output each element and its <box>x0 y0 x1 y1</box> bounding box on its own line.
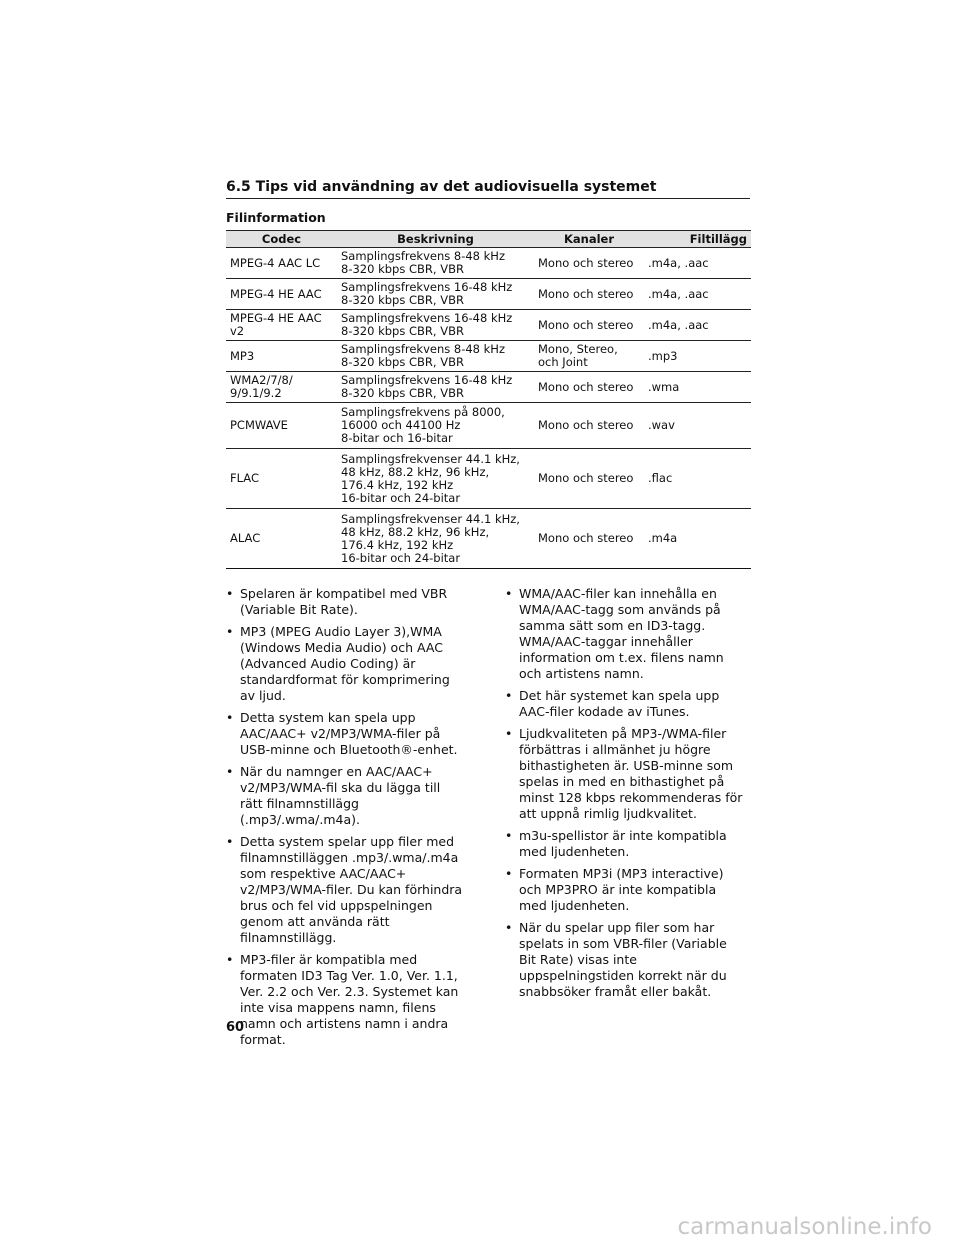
table-body <box>226 248 751 569</box>
list-item-text: Spelaren är kompatibel med VBR (Variable Bit Rate). <box>240 586 448 617</box>
list-item <box>226 952 466 1048</box>
column-header-beskrivning: Beskrivning <box>337 231 534 248</box>
cell-filtillagg: .m4a, .aac <box>644 279 751 310</box>
bullet-marker: • <box>505 866 513 881</box>
cell-kanaler: Mono och stereo <box>534 279 644 310</box>
cell-kanaler: Mono, Stereo, och Joint <box>534 341 644 372</box>
list-item-text: MP3-filer är kompatibla med formaten ID3 Tag Ver. 1.0, Ver. 1.1, Ver. 2.2 och Ver. 2.3. Systemet kan inte visa mappens namn, filens namn och artistens namn i andra format. <box>240 952 459 1047</box>
bullet-list-left <box>226 586 466 1048</box>
bullet-marker: • <box>226 586 234 601</box>
column-header-filtillagg: Filtillägg <box>644 231 751 248</box>
list-item <box>226 624 466 704</box>
table-row <box>226 449 751 509</box>
right-column <box>505 586 745 1006</box>
list-item-text: När du spelar upp filer som har spelats in som VBR-filer (Variable Bit Rate) visas inte uppspelningstiden korrekt när du snabbsöker framåt eller bakåt. <box>519 920 727 999</box>
list-item-text: Formaten MP3i (MP3 interactive) och MP3PRO är inte kompatibla med ljudenheten. <box>519 866 724 913</box>
cell-beskrivning: Samplingsfrekvenser 44.1 kHz, 48 kHz, 88.2 kHz, 96 kHz, 176.4 kHz, 192 kHz 16-bitar och 24-bitar <box>337 449 534 509</box>
list-item <box>505 920 745 1000</box>
cell-codec: PCMWAVE <box>226 403 337 449</box>
list-item <box>505 828 745 860</box>
cell-kanaler: Mono och stereo <box>534 310 644 341</box>
bullet-marker: • <box>226 952 234 967</box>
cell-beskrivning: Samplingsfrekvens 8-48 kHz 8-320 kbps CBR, VBR <box>337 341 534 372</box>
cell-filtillagg: .m4a <box>644 509 751 569</box>
bullet-marker: • <box>226 710 234 725</box>
cell-codec: FLAC <box>226 449 337 509</box>
bullet-marker: • <box>505 920 513 935</box>
list-item-text: Det här systemet kan spela upp AAC-filer kodade av iTunes. <box>519 688 720 719</box>
table-row <box>226 310 751 341</box>
page-number: 60 <box>226 1020 245 1035</box>
bullet-marker: • <box>226 834 234 849</box>
bullet-marker: • <box>505 688 513 703</box>
subheading-filinformation: Filinformation <box>226 210 326 225</box>
column-header-kanaler: Kanaler <box>534 231 644 248</box>
cell-codec: MPEG-4 HE AAC v2 <box>226 310 337 341</box>
list-item <box>226 586 466 618</box>
cell-codec: WMA2/7/8/ 9/9.1/9.2 <box>226 372 337 403</box>
cell-beskrivning: Samplingsfrekvens 16-48 kHz 8-320 kbps CBR, VBR <box>337 279 534 310</box>
cell-filtillagg: .wma <box>644 372 751 403</box>
list-item <box>505 726 745 822</box>
bullet-marker: • <box>226 764 234 779</box>
table-row <box>226 279 751 310</box>
table-row <box>226 341 751 372</box>
cell-kanaler: Mono och stereo <box>534 403 644 449</box>
cell-beskrivning: Samplingsfrekvens 16-48 kHz 8-320 kbps CBR, VBR <box>337 372 534 403</box>
list-item <box>226 764 466 828</box>
cell-beskrivning: Samplingsfrekvenser 44.1 kHz, 48 kHz, 88.2 kHz, 96 kHz, 176.4 kHz, 192 kHz 16-bitar och 24-bitar <box>337 509 534 569</box>
cell-beskrivning: Samplingsfrekvens på 8000, 16000 och 44100 Hz 8-bitar och 16-bitar <box>337 403 534 449</box>
list-item-text: Detta system spelar upp filer med filnamnstilläggen .mp3/.wma/.m4a som respektive AAC/AAC+ v2/MP3/WMA-filer. Du kan förhindra brus och fel vid uppspelningen genom att använda rätt filnamnstillägg. <box>240 834 463 945</box>
cell-codec: MPEG-4 AAC LC <box>226 248 337 279</box>
bullet-marker: • <box>505 726 513 741</box>
cell-codec: MPEG-4 HE AAC <box>226 279 337 310</box>
cell-filtillagg: .flac <box>644 449 751 509</box>
bullet-marker: • <box>226 624 234 639</box>
column-header-codec: Codec <box>226 231 337 248</box>
cell-kanaler: Mono och stereo <box>534 449 644 509</box>
bullet-list-right <box>505 586 745 1000</box>
cell-beskrivning: Samplingsfrekvens 16-48 kHz 8-320 kbps CBR, VBR <box>337 310 534 341</box>
file-info-table <box>226 230 751 569</box>
cell-beskrivning: Samplingsfrekvens 8-48 kHz 8-320 kbps CBR, VBR <box>337 248 534 279</box>
list-item-text: WMA/AAC-filer kan innehålla en WMA/AAC-tagg som används på samma sätt som en ID3-tagg. WMA/AAC-taggar innehåller information om t.ex. filens namn och artistens namn. <box>519 586 724 681</box>
cell-filtillagg: .m4a, .aac <box>644 248 751 279</box>
list-item <box>226 834 466 946</box>
table-row <box>226 248 751 279</box>
table-row <box>226 372 751 403</box>
cell-filtillagg: .m4a, .aac <box>644 310 751 341</box>
cell-filtillagg: .mp3 <box>644 341 751 372</box>
list-item-text: Ljudkvaliteten på MP3-/WMA-filer förbättras i allmänhet ju högre bithastigheten är. USB-minne som spelas in med en bithastighet på minst 128 kbps rekommenderas för att uppnå rimlig ljudkvalitet. <box>519 726 743 821</box>
list-item-text: m3u-spellistor är inte kompatibla med ljudenheten. <box>519 828 727 859</box>
cell-codec: MP3 <box>226 341 337 372</box>
cell-kanaler: Mono och stereo <box>534 372 644 403</box>
cell-kanaler: Mono och stereo <box>534 509 644 569</box>
section-header: 6.5 Tips vid användning av det audiovisuella systemet <box>226 179 750 199</box>
bullet-marker: • <box>505 828 513 843</box>
bullet-marker: • <box>505 586 513 601</box>
table-row <box>226 403 751 449</box>
cell-filtillagg: .wav <box>644 403 751 449</box>
list-item <box>226 710 466 758</box>
cell-codec: ALAC <box>226 509 337 569</box>
watermark: carmanualsonline.info <box>677 1214 932 1240</box>
list-item <box>505 866 745 914</box>
list-item <box>505 688 745 720</box>
cell-kanaler: Mono och stereo <box>534 248 644 279</box>
list-item-text: Detta system kan spela upp AAC/AAC+ v2/MP3/WMA-filer på USB-minne och Bluetooth®-enhet. <box>240 710 458 757</box>
table-header-row <box>226 231 751 248</box>
table-row <box>226 509 751 569</box>
left-column <box>226 586 466 1054</box>
list-item-text: MP3 (MPEG Audio Layer 3),WMA (Windows Media Audio) och AAC (Advanced Audio Coding) är standardformat för komprimering av ljud. <box>240 624 450 703</box>
list-item <box>505 586 745 682</box>
list-item-text: När du namnger en AAC/AAC+ v2/MP3/WMA-fil ska du lägga till rätt filnamnstillägg (.mp3/.wma/.m4a). <box>240 764 441 827</box>
